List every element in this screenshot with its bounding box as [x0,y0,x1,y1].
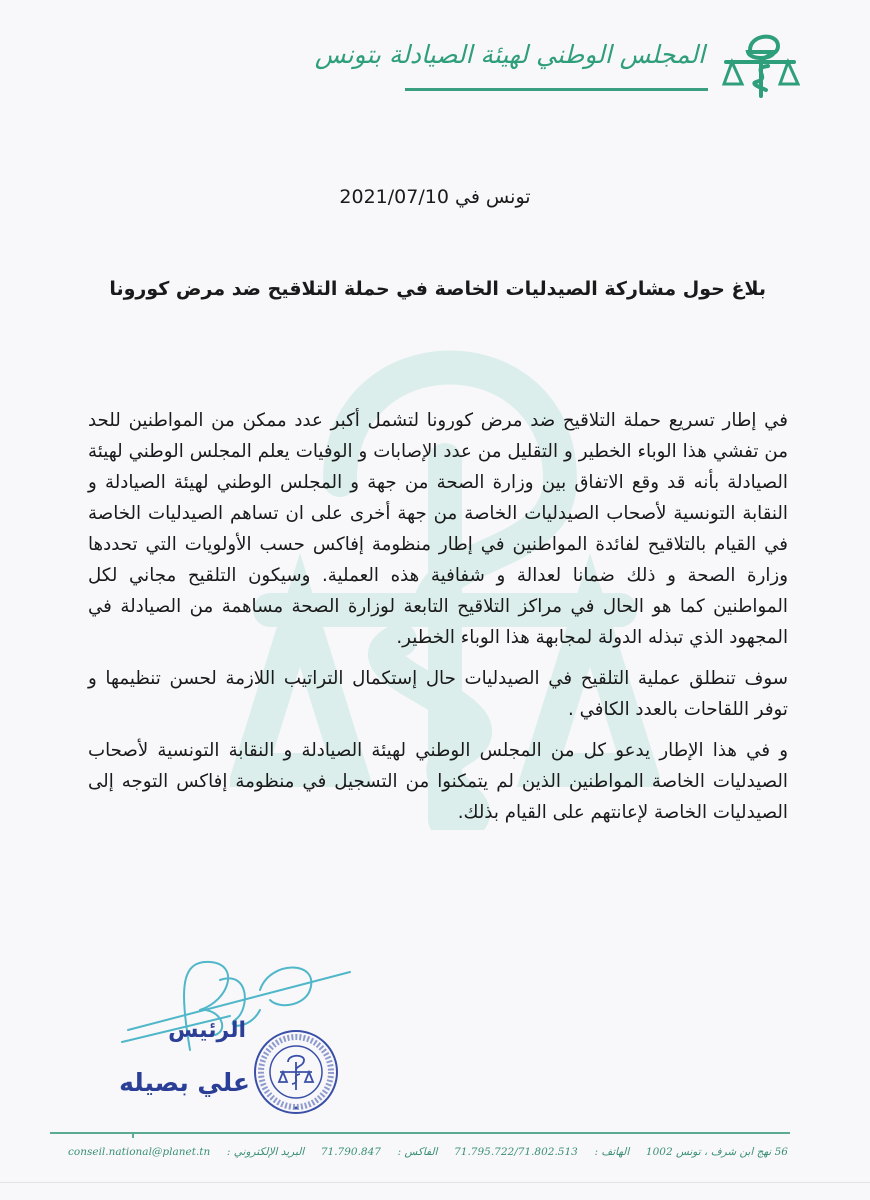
footer-email-label: البريد الإلكتروني : [226,1146,305,1158]
footer-rule [50,1132,790,1134]
document-title: بلاغ حول مشاركة الصيدليات الخاصة في حملة التلاقيح ضد مرض كورونا [109,278,766,300]
footer-phone: 71.795.722/71.802.513 [454,1146,578,1158]
body-paragraph: و في هذا الإطار يدعو كل من المجلس الوطني لهيئة الصيادلة و النقابة التونسية لأصحاب الصيدليات الخاصة المواطنين الذين لم يتمكنوا من التسجيل في منظومة إفاكس التوجه إلى الصيدليات الخاصة لإعانتهم على القيام بذلك. [88,740,788,823]
footer-contact [68,1146,788,1158]
date-line: تونس في 2021/07/10 [339,186,531,208]
body-paragraph: في إطار تسريع حملة التلاقيح ضد مرض كورونا لتشمل أكبر عدد ممكن من المواطنين للحد من تفشي هذا الوباء الخطير و التقليل من عدد الإصابات و الوفيات يعلم المجلس الوطني لهيئة الصيادلة بأنه قد وقع الاتفاق بين وزارة الصحة من جهة و المجلس الوطني لهيئة الصيادلة و النقابة التونسية لأصحاب الصيدليات الخاصة من جهة أخرى على ان تساهم الصيدليات الخاصة في القيام بالتلاقيح لفائدة المواطنين في إطار منظومة إفاكس حسب الأولويات التي تحددها وزارة الصحة و ذلك ضمانا لعدالة و شفافية هذه العملية. وسيكون التلقيح مجاني لكل المواطنين كما هو الحال في مراكز التلاقيح التابعة لوزارة الصحة مساهمة من الصيادلة في المجهود الذي تبذله الدولة لمجابهة هذا الوباء الخطير. [88,410,788,648]
signatory-name: علي بصيله [119,1068,250,1097]
official-seal-icon [252,1028,340,1116]
footer-fax: 71.790.847 [320,1146,381,1158]
letterhead [314,28,800,98]
header-rule [405,88,708,91]
signatory-role: الرئيس [168,1018,246,1043]
footer-address: 56 نهج ابن شرف ، تونس 1002 [645,1146,788,1158]
organization-name: المجلس الوطني لهيئة الصيادلة بتونس [314,40,705,69]
pharmacy-scales-icon [720,28,800,98]
footer-email: conseil.national@planet.tn [68,1146,211,1158]
document-body [88,405,788,838]
bottom-edge [0,1182,870,1183]
body-paragraph: سوف تنطلق عملية التلقيح في الصيدليات حال إستكمال التراتيب اللازمة لحسن تنظيمها و توفر اللقاحات بالعدد الكافي . [88,668,788,720]
footer-fax-label: الفاكس : [397,1146,438,1158]
footer-phone-label: الهاتف : [594,1146,630,1158]
footer-rule-tick [132,1132,134,1138]
